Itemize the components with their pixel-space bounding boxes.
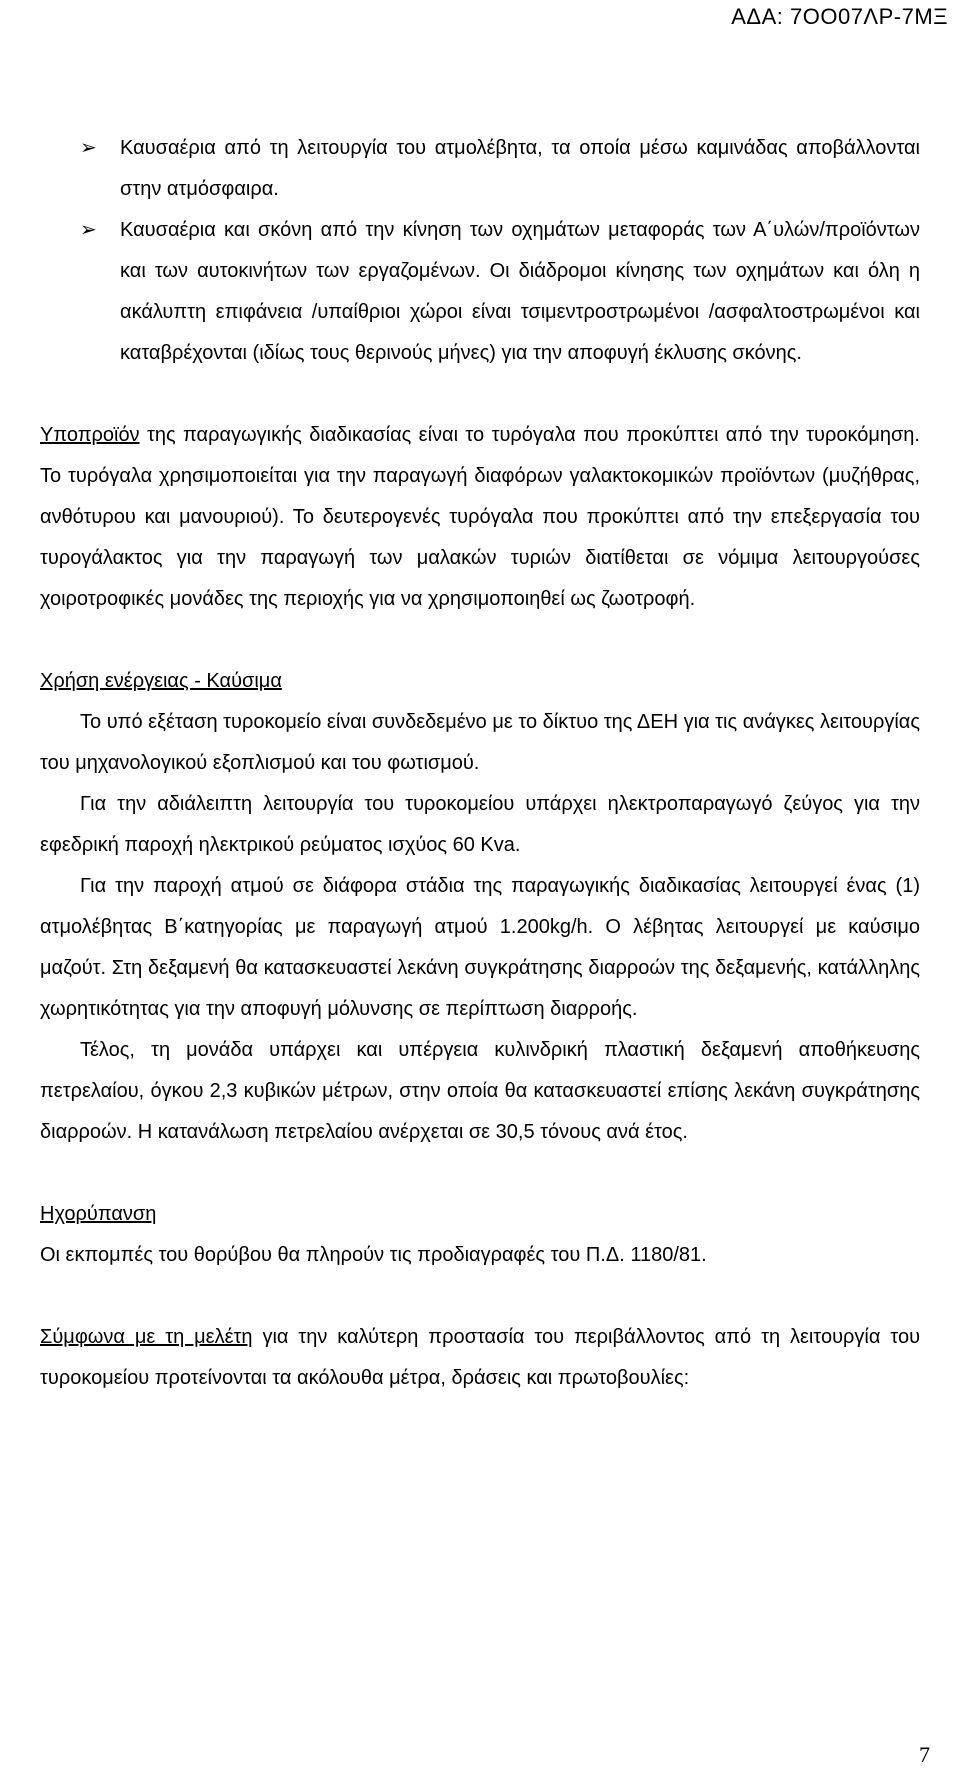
noise-heading: Ηχορύπανση [40, 1203, 157, 1225]
page-number: 7 [919, 1742, 930, 1767]
bullet-item [40, 210, 920, 374]
energy-paragraph-4: Τέλος, τη μονάδα υπάρχει και υπέργεια κυλινδρική πλαστική δεξαμενή αποθήκευσης πετρελαίου, όγκου 2,3 κυβικών μέτρων, στην οποία θα κατασκευαστεί επίσης λεκάνη συγκράτησης διαρροών. Η κατανάλωση πετρελαίου ανέρχεται σε 30,5 τόνους ανά έτος. [40, 1039, 920, 1143]
noise-paragraph: Οι εκπομπές του θορύβου θα πληρούν τις προδιαγραφές του Π.Δ. 1180/81. [40, 1244, 707, 1266]
document-code: ΑΔΑ: 7ΟΟ07ΛΡ-7ΜΞ [731, 4, 948, 29]
energy-paragraph-2: Για την αδιάλειπτη λειτουργία του τυροκομείου υπάρχει ηλεκτροπαραγωγό ζεύγος για την εφεδρική παροχή ηλεκτρικού ρεύματος ισχύος 60 Kva. [40, 793, 920, 856]
closing-heading: Σύμφωνα με τη μελέτη [40, 1326, 253, 1348]
bullet-text: Καυσαέρια και σκόνη από την κίνηση των οχημάτων μεταφοράς των Α΄υλών/προϊόντων και των αυτοκινήτων των εργαζομένων. Οι διάδρομοι κίνησης των οχημάτων και όλη η ακάλυπτη επιφάνεια /υπαίθριοι χώροι είναι τσιμεντροστρωμένοι /ασφαλτοστρωμένοι και καταβρέχονται (ιδίως τους θερινούς μήνες) για την αποφυγή έκλυσης σκόνης. [120, 219, 920, 364]
arrow-bullet-icon: ➢ [80, 219, 97, 241]
closing-paragraph [40, 1317, 920, 1399]
document-body [40, 128, 920, 1399]
energy-paragraph-3: Για την παροχή ατμού σε διάφορα στάδια της παραγωγικής διαδικασίας λειτουργεί ένας (1) ατμολέβητας Β΄κατηγορίας με παραγωγή ατμού 1.200kg/h. Ο λέβητας λειτουργεί με καύσιμο μαζούτ. Στη δεξαμενή θα κατασκευαστεί λεκάνη συγκράτησης διαρροών της δεξαμενής, κατάλληλης χωρητικότητας για την αποφυγή μόλυνσης σε περίπτωση διαρροής. [40, 875, 920, 1020]
bullet-item [40, 128, 920, 210]
closing-text: για την καλύτερη προστασία του περιβάλλοντος από τη λειτουργία του τυροκομείου προτείνονται τα ακόλουθα μέτρα, δράσεις και πρωτοβουλίες: [40, 1326, 921, 1389]
energy-heading: Χρήση ενέργειας - Καύσιμα [40, 670, 282, 692]
byproduct-paragraph [40, 415, 920, 620]
arrow-bullet-icon: ➢ [80, 137, 97, 159]
byproduct-heading: Υποπροϊόν [40, 424, 140, 446]
bullet-text: Καυσαέρια από τη λειτουργία του ατμολέβητα, τα οποία μέσω καμινάδας αποβάλλονται στην ατμόσφαιρα. [120, 137, 920, 200]
byproduct-text: της παραγωγικής διαδικασίας είναι το τυρόγαλα που προκύπτει από την τυροκόμηση. Το τυρόγαλα χρησιμοποιείται για την παραγωγή διαφόρων γαλακτοκομικών προϊόντων (μυζήθρας, ανθότυρου και μανουριού). Το δευτερογενές τυρόγαλα που προκύπτει από την επεξεργασία του τυρογάλακτος για την παραγωγή των μαλακών τυριών διατίθεται σε νόμιμα λειτουργούσες χοιροτροφικές μονάδες της περιοχής για να χρησιμοποιηθεί ως ζωοτροφή. [40, 424, 920, 610]
energy-paragraph-1: Το υπό εξέταση τυροκομείο είναι συνδεδεμένο με το δίκτυο της ΔΕΗ για τις ανάγκες λειτουργίας του μηχανολογικού εξοπλισμού και του φωτισμού. [40, 711, 920, 774]
